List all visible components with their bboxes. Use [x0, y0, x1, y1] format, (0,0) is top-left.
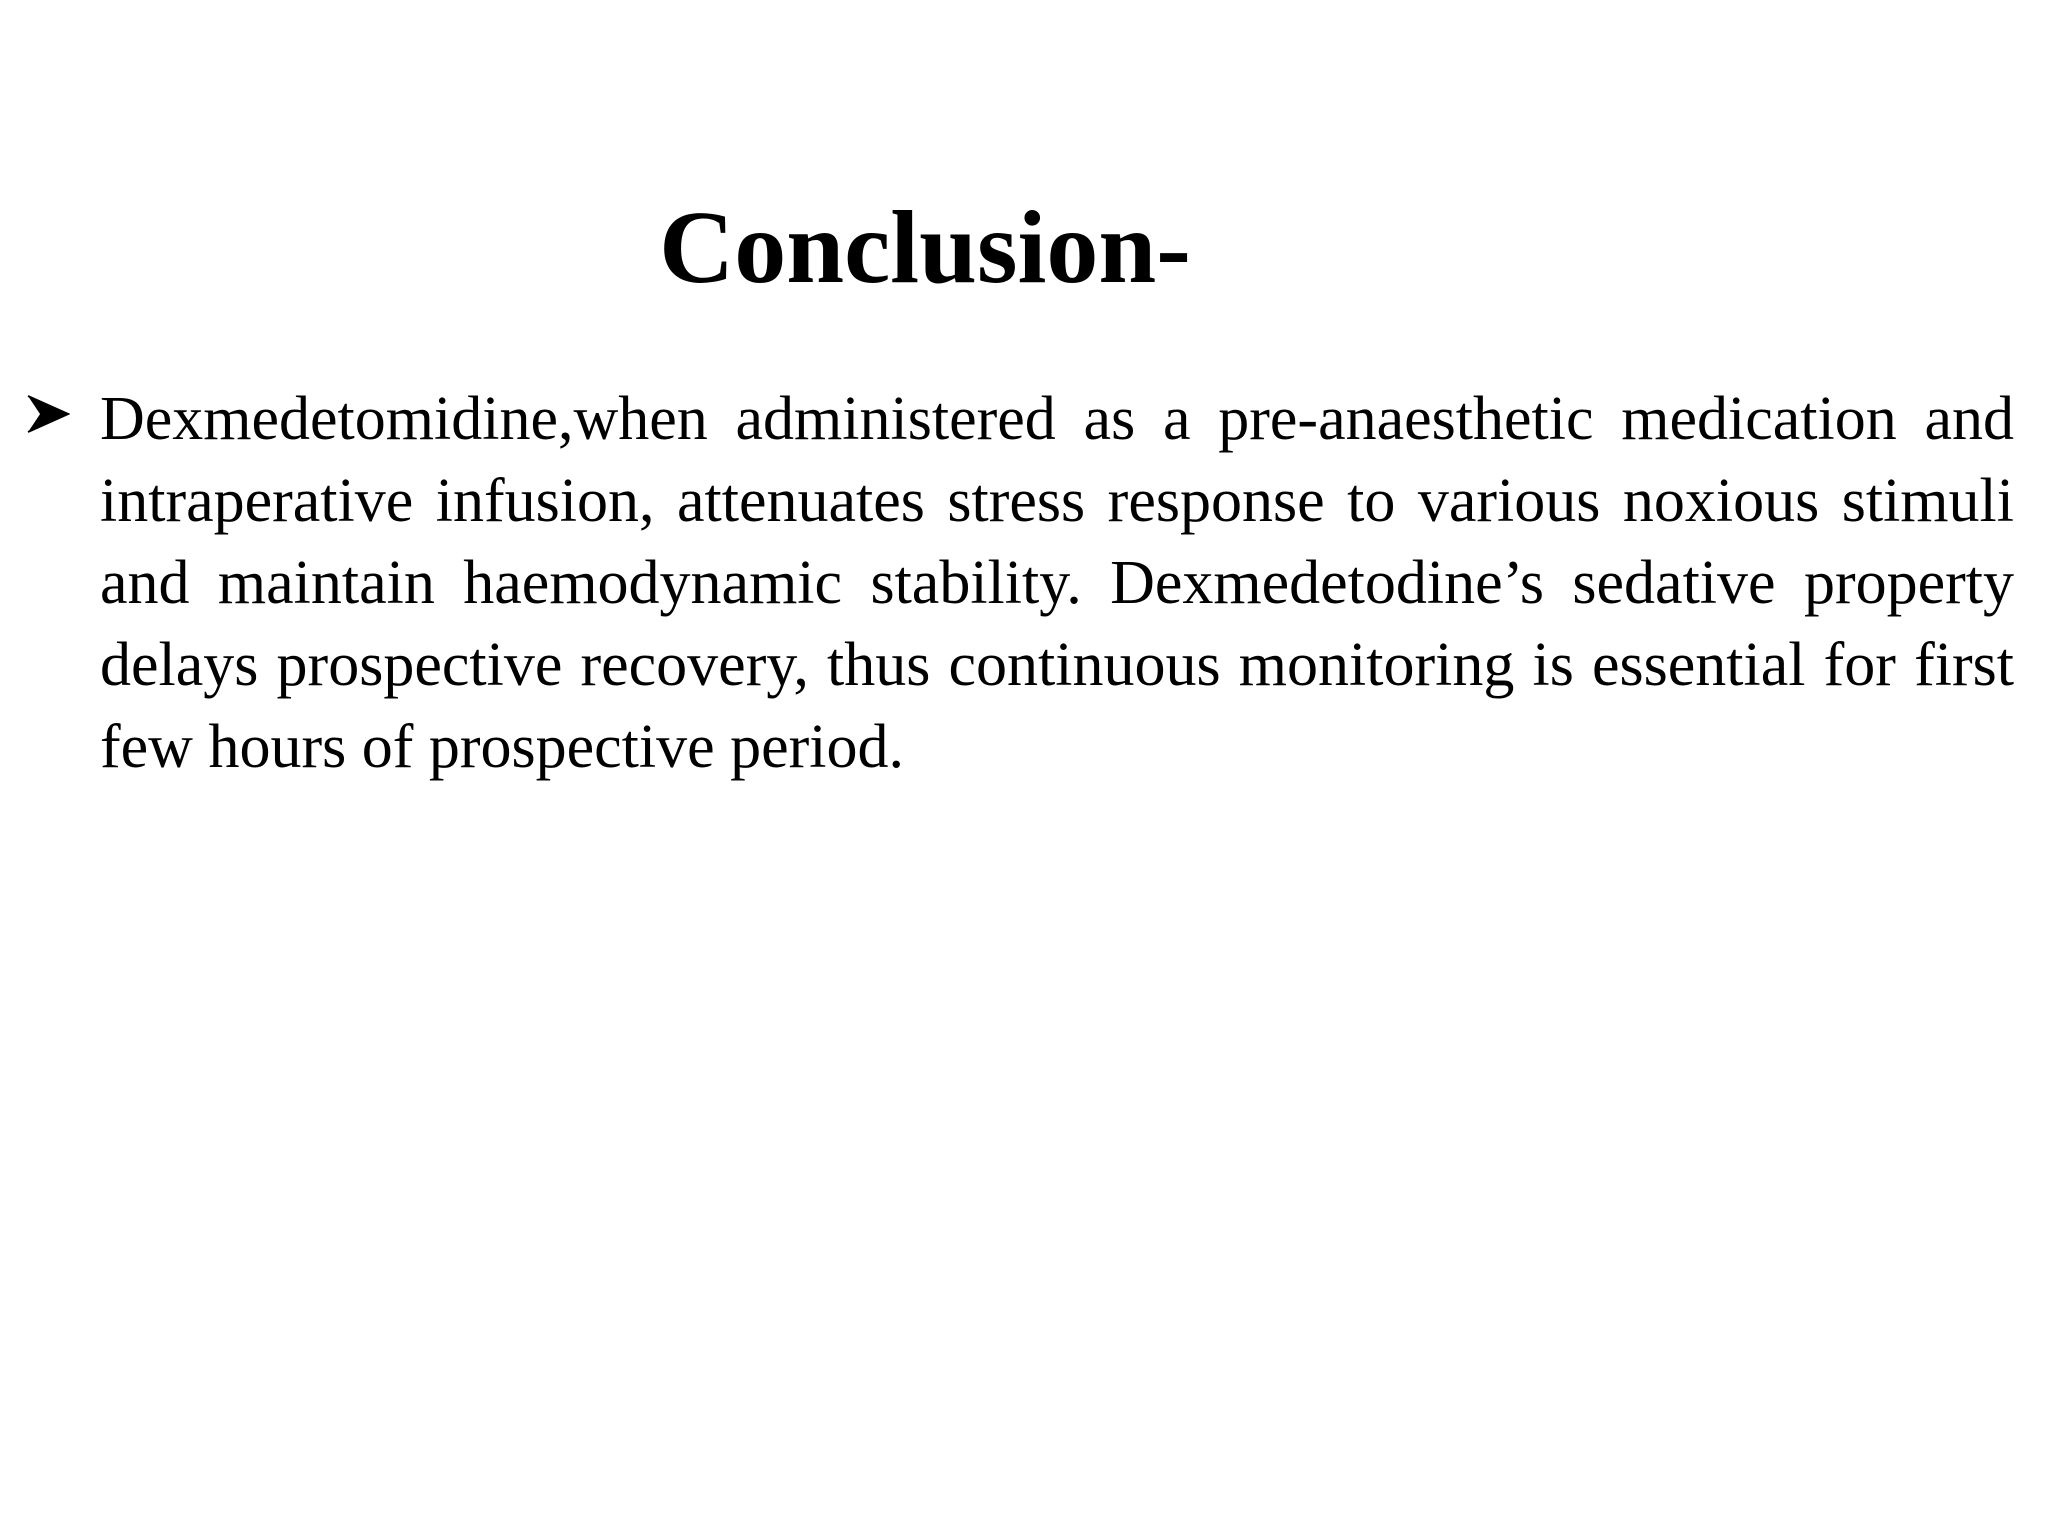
arrowhead-bullet-icon	[26, 392, 70, 436]
bullet-text: Dexmedetomidine,when administered as a pre-anaesthetic medication and intraperative infusion, attenuates stress response to various noxious stimuli and maintain haemodynamic stability. Dexmedetodine’s sedative property delays prospective recovery, thus continuous monitoring is essential for first few hours of prospective period.	[100, 385, 2014, 781]
slide-title: Conclusion-	[659, 190, 1191, 305]
bullet-item	[26, 378, 2014, 788]
bullet-list	[26, 378, 2014, 788]
